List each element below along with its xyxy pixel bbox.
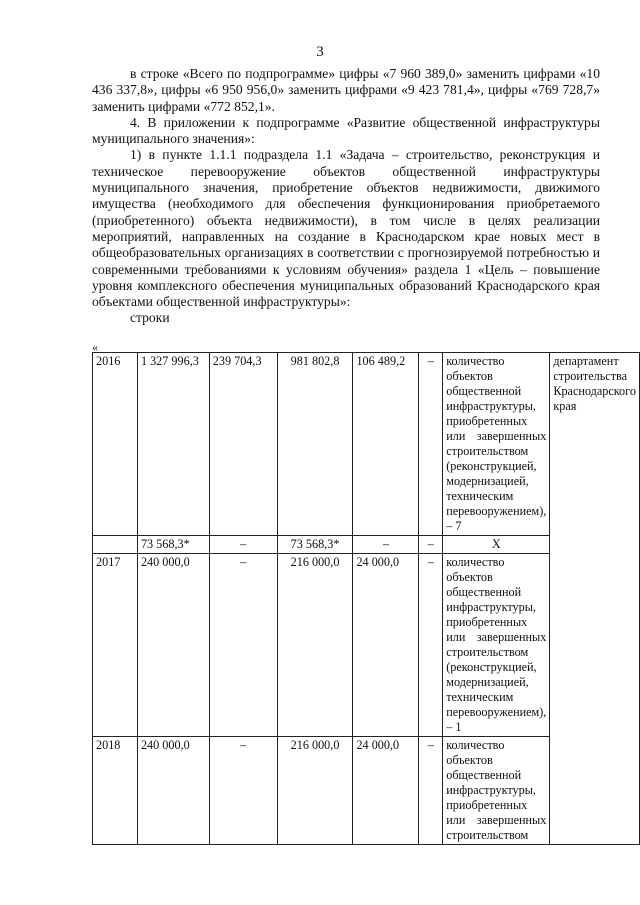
body-text: [92, 66, 600, 327]
cell-description: количество объектов общественной инфраструктуры, приобретенных или завершенных строительством (реконструкцией, модернизацией, техническим перевооружением), – 7: [443, 353, 550, 536]
cell-total: 240 000,0: [137, 737, 209, 845]
cell-c5: –: [419, 737, 443, 845]
cell-c3: 981 802,8: [277, 353, 353, 536]
cell-c3: 73 568,3*: [277, 536, 353, 554]
cell-c2: –: [209, 554, 277, 737]
paragraph-4: строки: [130, 310, 170, 326]
cell-year: [93, 536, 138, 554]
paragraph-1: в строке «Всего по подпрограмме» цифры «7 960 389,0» заменить цифрами «10 436 337,8», цифры «6 950 956,0» заменить цифрами «9 423 781,4», цифры «769 728,7» заменить цифрами «772 852,1».: [92, 66, 600, 114]
cell-c4: 106 489,2: [353, 353, 419, 536]
cell-c2: 239 704,3: [209, 353, 277, 536]
cell-c5: –: [419, 353, 443, 536]
cell-year: 2018: [93, 737, 138, 845]
cell-c4: –: [353, 536, 419, 554]
table-row: [93, 353, 640, 536]
cell-c3: 216 000,0: [277, 737, 353, 845]
cell-year: 2017: [93, 554, 138, 737]
cell-c3: 216 000,0: [277, 554, 353, 737]
paragraph-2: 4. В приложении к подпрограмме «Развитие общественной инфраструктуры муниципального значения»:: [92, 114, 600, 147]
cell-year: 2016: [93, 353, 138, 536]
cell-c2: –: [209, 536, 277, 554]
funding-table: [92, 352, 640, 845]
cell-total: 1 327 996,3: [137, 353, 209, 536]
paragraph-3: 1) в пункте 1.1.1 подраздела 1.1 «Задача – строительство, реконструкция и техническое перевооружение объектов общественной инфраструктуры муниципального значения, приобретение объектов недвижимости, движимого имущества (необходимого для обеспечения функционирования приобретаемого (приобретенного) объекта недвижимости), в том числе в целях реализации мероприятий, направленных на создание в Краснодарском крае новых мест в общеобразовательных организациях в соответствии с прогнозируемой потребностью и современными требованиями к условиям обучения» раздела 1 «Цель – повышение уровня комплексного обеспечения муниципальных образований Краснодарского края объектами общественной инфраструктуры»:: [92, 147, 600, 310]
opening-quote: «: [92, 340, 98, 354]
cell-total: 73 568,3*: [137, 536, 209, 554]
cell-description: количество объектов общественной инфраструктуры, приобретенных или завершенных строительством: [443, 737, 550, 845]
cell-total: 240 000,0: [137, 554, 209, 737]
cell-c5: –: [419, 554, 443, 737]
page-number: 3: [316, 44, 324, 60]
cell-c2: –: [209, 737, 277, 845]
cell-c4: 24 000,0: [353, 554, 419, 737]
cell-description: количество объектов общественной инфраструктуры, приобретенных или завершенных строительством (реконструкцией, модернизацией, техническим перевооружением), – 1: [443, 554, 550, 737]
cell-c4: 24 000,0: [353, 737, 419, 845]
cell-department: департамент строительства Краснодарского края: [550, 353, 640, 845]
cell-description: Х: [443, 536, 550, 554]
cell-c5: –: [419, 536, 443, 554]
